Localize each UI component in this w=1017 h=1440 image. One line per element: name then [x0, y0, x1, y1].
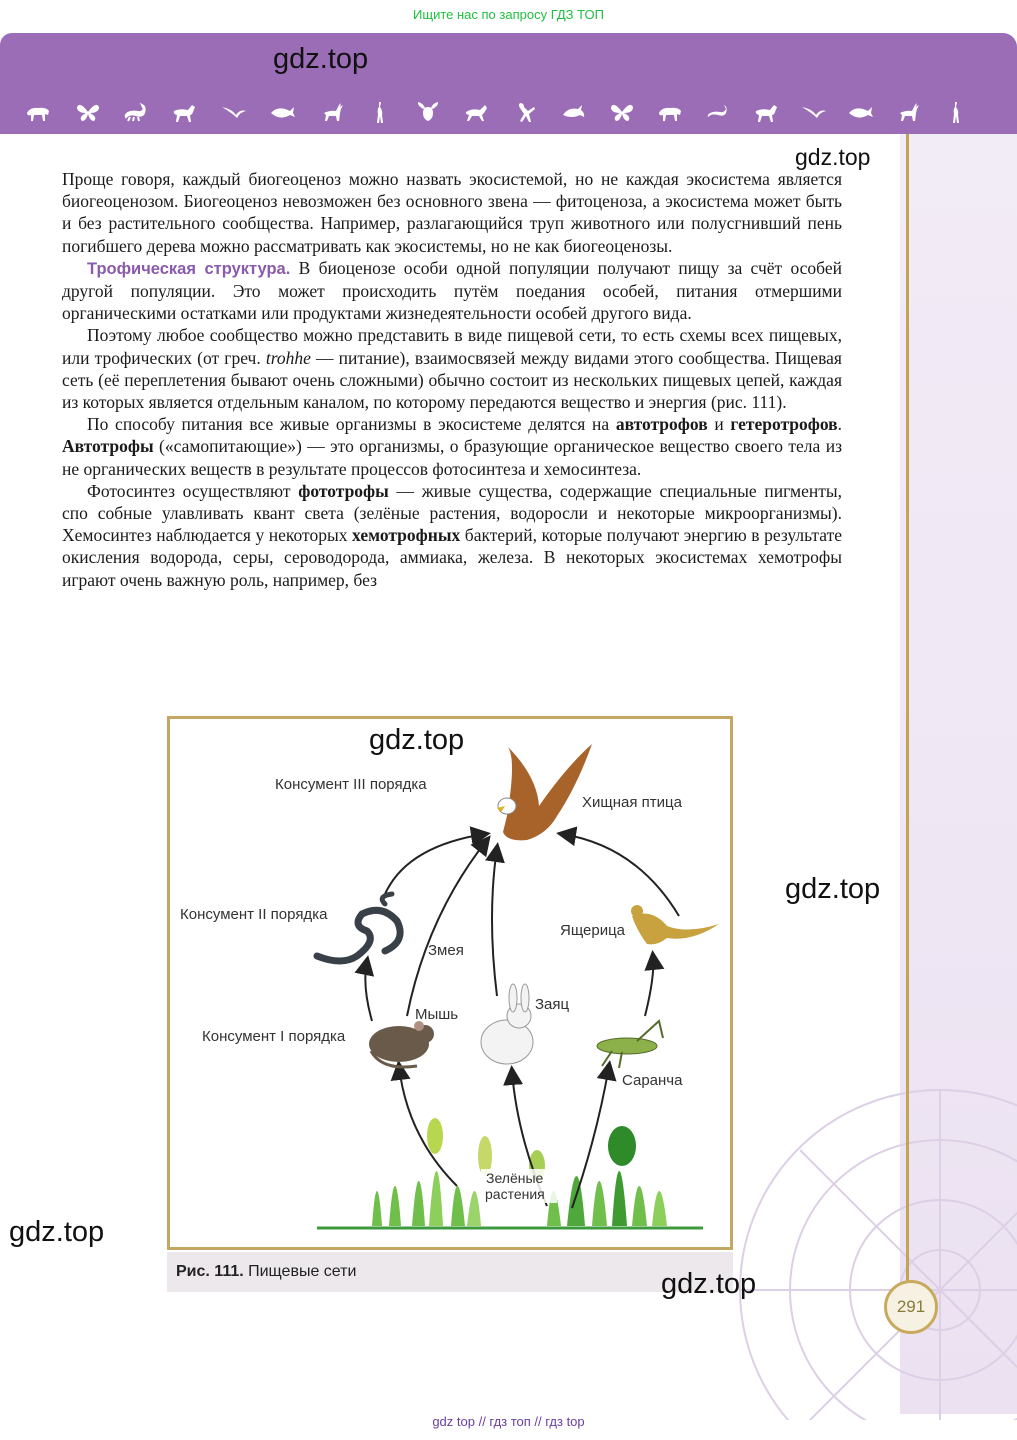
- label-consumer-1: Консумент I порядка: [202, 1028, 346, 1045]
- whale-icon: [268, 99, 296, 125]
- paragraph: [62, 413, 842, 480]
- butterfly-icon: [74, 99, 102, 125]
- main-text: [62, 168, 842, 591]
- arrow-hare-bird: [492, 848, 497, 996]
- scorpion-icon: [122, 99, 150, 125]
- paragraph: [62, 324, 842, 413]
- label-plants-line1: Зелёные: [486, 1170, 544, 1186]
- label-mouse: Мышь: [415, 1006, 459, 1023]
- bull-icon: [24, 99, 52, 125]
- deer-icon: [318, 99, 346, 125]
- arrow-mouse-snake: [365, 961, 372, 1021]
- greek-term: trohhe: [265, 347, 311, 368]
- dolphin-icon: [560, 99, 588, 125]
- arrow-locust-lizard: [645, 956, 653, 1016]
- watermark: gdz.top: [661, 1268, 757, 1300]
- snake-icon: [317, 894, 400, 961]
- paragraph-text: В биоценозе особи одной популяции получают пищу за счёт особей другой популяции. Это может происходить путём поедания особей, питания отмершими органическими остатками или продуктами жизнедеятельности особей другого вида.: [62, 257, 842, 324]
- watermark: gdz.top: [795, 144, 871, 170]
- decorative-side-line: [906, 134, 909, 1284]
- animal-icon-row: [24, 99, 984, 125]
- label-hare: Заяц: [535, 996, 570, 1013]
- term-chemotrophic: хемотрофных: [352, 525, 461, 546]
- paragraph-text: — живые существа, содержащие специальные пигменты, спо собные улавливать квант света (зелёные растения, водоросли и некоторые микроорганизмы). Хемосинтез наблюдается у некоторых: [62, 480, 842, 546]
- eagle-icon: [497, 744, 592, 840]
- footer-links: gdz top // гдз топ // гдз top: [432, 1414, 585, 1429]
- paragraph-text: («самопитающие») — это организмы, о бразующие органическое вещество своего тела из не органических веществ в результате процессов фотосинтеза и хемосинтеза.: [62, 436, 842, 479]
- watermark: gdz.top: [9, 1216, 105, 1248]
- header-banner: [0, 33, 1017, 134]
- figure-caption: [176, 1263, 356, 1281]
- mouse-icon: [369, 1021, 434, 1067]
- label-plants-line2: растения: [485, 1186, 545, 1202]
- horse-icon: [752, 99, 780, 125]
- label-predator-bird: Хищная птица: [582, 794, 682, 811]
- paragraph-text: Поэтому любое сообщество можно представить в виде пищевой сети, то есть схемы всех пищевых, или трофических (от греч.: [62, 325, 842, 368]
- monkey-icon: [512, 99, 540, 125]
- paragraph-text: Фотосинтез осуществляют: [87, 480, 299, 501]
- paragraph: [62, 257, 842, 325]
- deer-icon: [894, 99, 922, 125]
- bee-icon: [414, 99, 442, 125]
- watermark: gdz.top: [785, 873, 881, 905]
- label-lizard: Ящерица: [560, 922, 626, 939]
- figure-caption-text: Пищевые сети: [243, 1263, 357, 1280]
- arrow-plants-mouse: [399, 1066, 457, 1186]
- label-locust: Саранча: [622, 1072, 683, 1089]
- section-heading: Трофическая структура.: [87, 259, 291, 278]
- page-number: 291: [884, 1280, 938, 1334]
- butterfly-icon: [608, 99, 636, 125]
- whale-icon: [846, 99, 874, 125]
- term-heterotrophs: гетеротрофов: [730, 414, 838, 435]
- arrow-mouse-bird: [407, 840, 487, 1016]
- search-note: Ищите нас по запросу ГДЗ ТОП: [413, 7, 604, 22]
- term-phototrophs: фототрофы: [298, 480, 389, 501]
- paragraph: Проще говоря, каждый биогеоценоз можно назвать экосистемой, но не каждая экосистема является биогеоценозом. Биогеоценоз невозможен без основного звена — фитоценоза, а экосистема может быть и без растительного сообщества. Например, разлагающийся труп животного или полусгнивший пень погибшего дерева можно рассматривать как экосистемы, но не как биогеоценозы.: [62, 169, 842, 256]
- hare-icon: [481, 984, 533, 1064]
- horse-icon: [170, 99, 198, 125]
- paragraph-text: бактерий, которые получают энергию в результате окисления водорода, серы, сероводорода, аммиака, железа. В некоторых экосистемах хемотрофы играют очень важную роль, например, без: [62, 525, 843, 590]
- bull-icon: [656, 99, 684, 125]
- figure-caption-label: Рис. 111.: [176, 1263, 244, 1280]
- watermark: gdz.top: [369, 724, 465, 756]
- arrow-lizard-bird: [562, 834, 679, 916]
- term-autotrophs-2: Автотрофы: [62, 436, 154, 457]
- scorpion-icon: [704, 99, 732, 125]
- paragraph: [62, 480, 842, 591]
- label-snake: Змея: [428, 942, 464, 959]
- bird-icon: [800, 99, 828, 125]
- crane-icon: [366, 99, 394, 125]
- paragraph-text: и: [707, 414, 731, 435]
- bird-icon: [220, 99, 248, 125]
- label-consumer-2: Консумент II порядка: [180, 906, 328, 923]
- label-consumer-3: Консумент III порядка: [275, 776, 427, 793]
- paragraph-text: — питание), взаимосвязей между видами этого сообщества. Пищевая сеть (её переплетения бывают очень сложными) обычно состоит из нескольких пищевых цепей, каждая из которых является отдельным каналом, по которому передаются вещество и энергия (рис. 111).: [62, 347, 842, 413]
- locust-icon: [597, 1021, 663, 1068]
- paragraph-text: .: [837, 414, 842, 435]
- crane-icon: [942, 99, 970, 125]
- watermark: gdz.top: [273, 43, 369, 75]
- paragraph-text: По способу питания все живые организмы в экосистеме делятся на: [87, 414, 616, 435]
- horse-icon: [462, 99, 490, 125]
- term-autotrophs: автотрофов: [615, 414, 708, 435]
